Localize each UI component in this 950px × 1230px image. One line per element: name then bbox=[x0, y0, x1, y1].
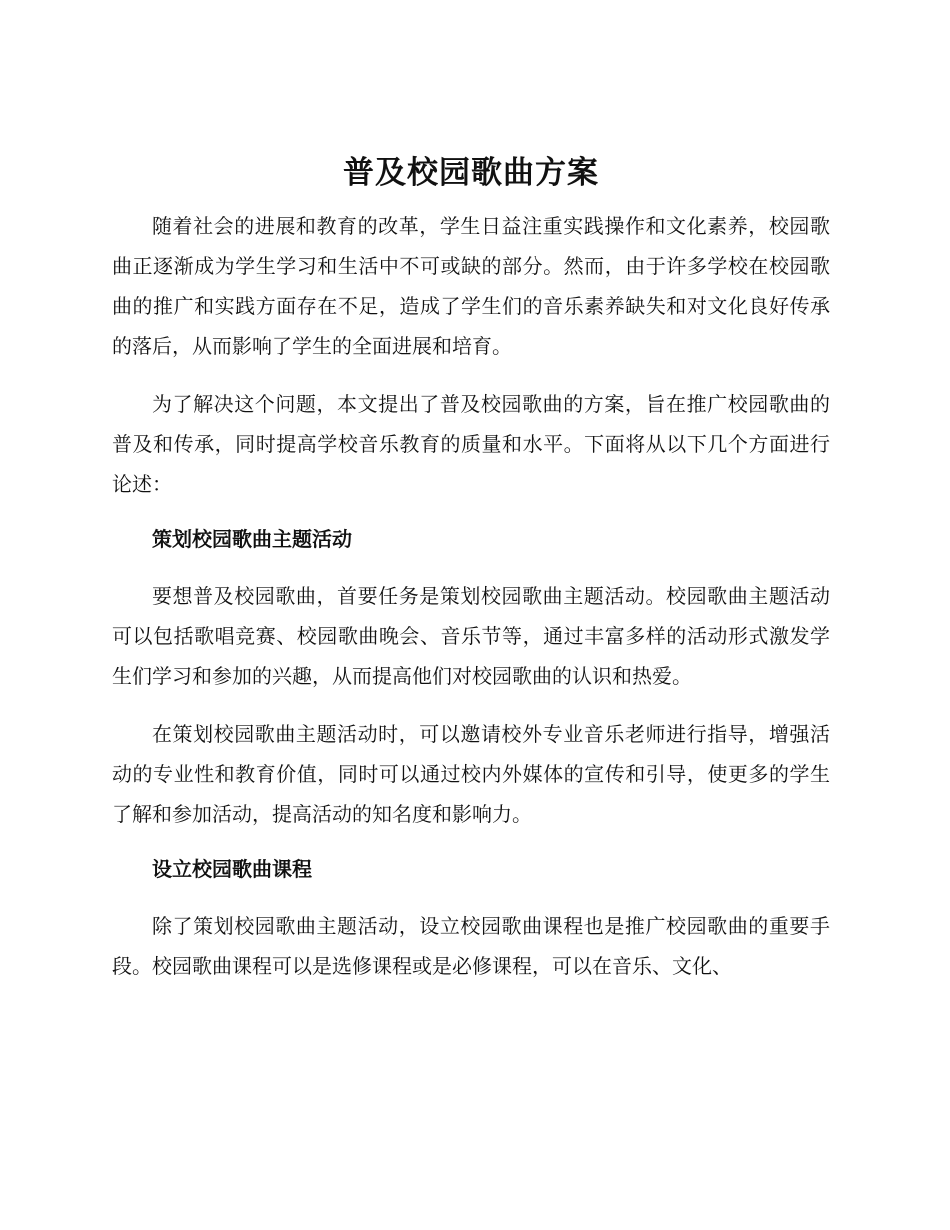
document-body bbox=[112, 146, 830, 1004]
section-heading-activities: 策划校园歌曲主题活动 bbox=[152, 527, 352, 551]
activities-paragraph-1: 要想普及校园歌曲，首要任务是策划校园歌曲主题活动。校园歌曲主题活动可以包括歌唱竞赛、校园歌曲晚会、音乐节等，通过丰富多样的活动形式激发学生们学习和参加的兴趣，从而提高他们对校园歌曲的认识和热爱。 bbox=[112, 584, 830, 688]
intro-paragraph-1: 随着社会的进展和教育的改革，学生日益注重实践操作和文化素养，校园歌曲正逐渐成为学生学习和生活中不可或缺的部分。然而，由于许多学校在校园歌曲的推广和实践方面存在不足，造成了学生们的音乐素养缺失和对文化良好传承的落后，从而影响了学生的全面进展和培育。 bbox=[112, 214, 830, 358]
activities-paragraph-2: 在策划校园歌曲主题活动时，可以邀请校外专业音乐老师进行指导，增强活动的专业性和教育价值，同时可以通过校内外媒体的宣传和引导，使更多的学生了解和参加活动，提高活动的知名度和影响力。 bbox=[112, 722, 830, 826]
intro-paragraph-2: 为了解决这个问题，本文提出了普及校园歌曲的方案，旨在推广校园歌曲的普及和传承，同时提高学校音乐教育的质量和水平。下面将从以下几个方面进行论述： bbox=[112, 392, 830, 496]
section-heading-courses: 设立校园歌曲课程 bbox=[152, 857, 312, 881]
document-title: 普及校园歌曲方案 bbox=[343, 155, 599, 191]
courses-paragraph-1: 除了策划校园歌曲主题活动，设立校园歌曲课程也是推广校园歌曲的重要手段。校园歌曲课程可以是选修课程或是必修课程，可以在音乐、文化、 bbox=[112, 914, 830, 978]
